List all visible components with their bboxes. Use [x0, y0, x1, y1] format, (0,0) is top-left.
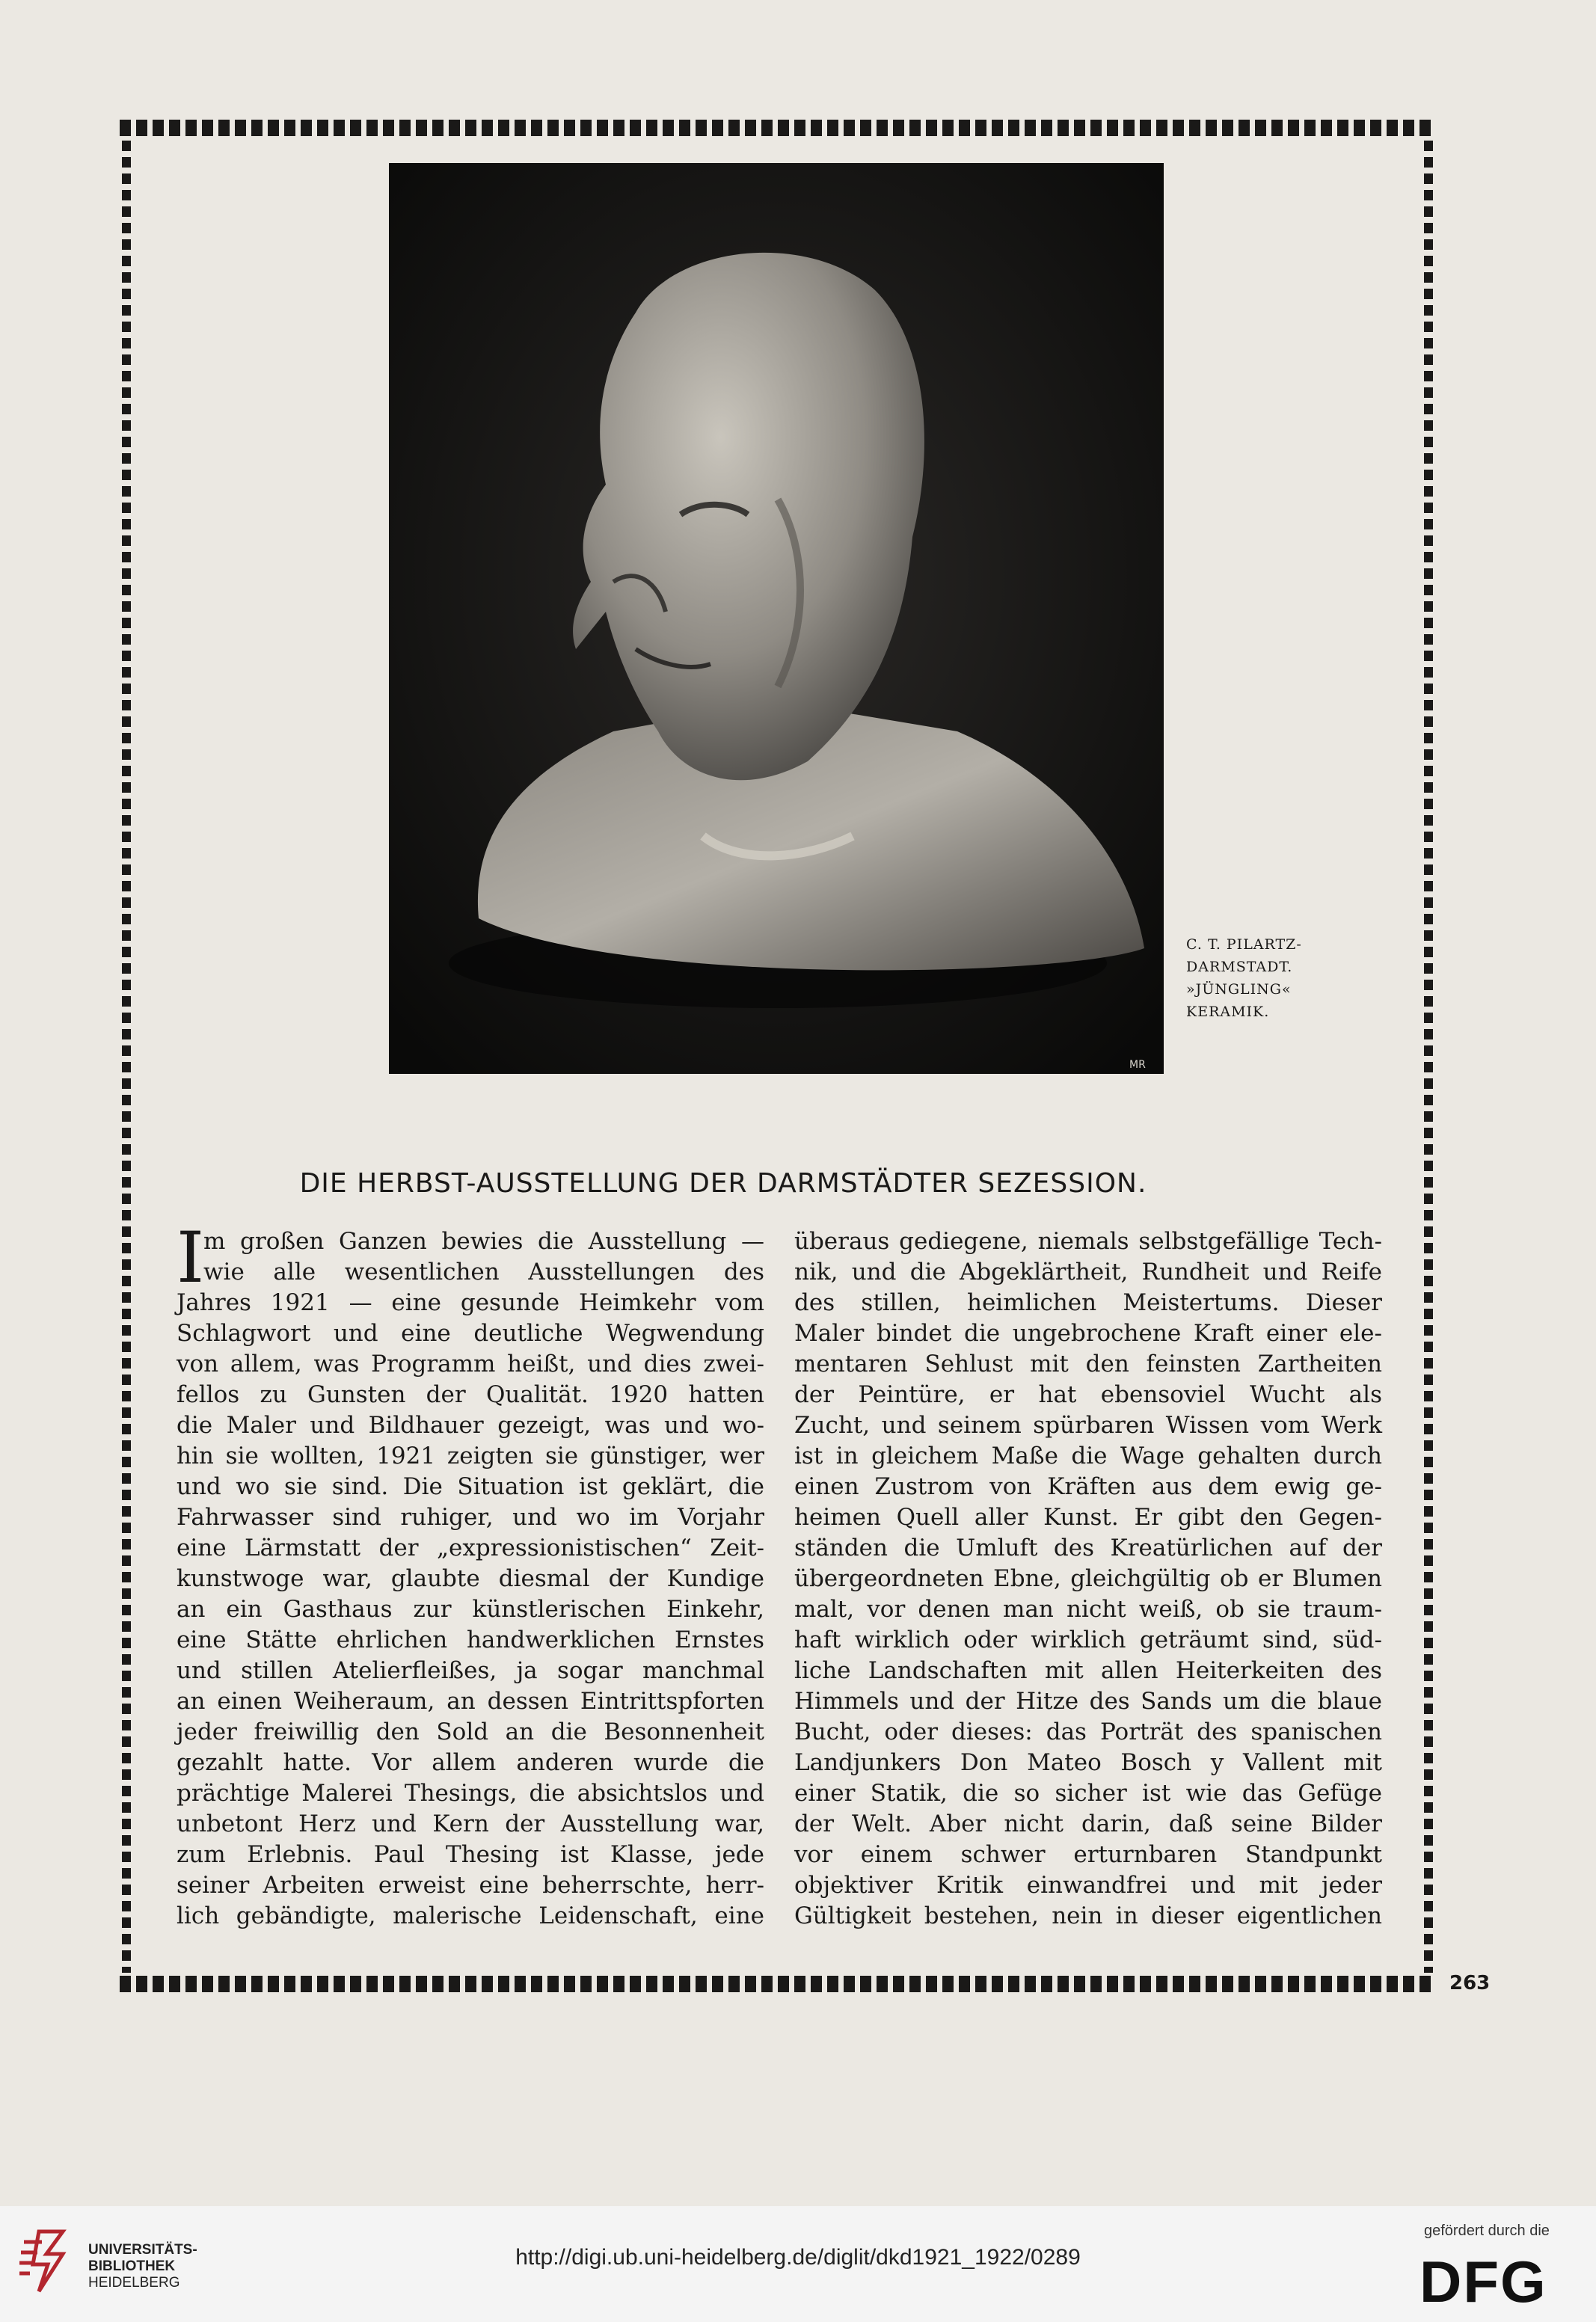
- text-line: ständen die Umluft des Kreatürlichen auf der: [794, 1535, 1382, 1561]
- caption-line: KERAMIK.: [1186, 1004, 1270, 1020]
- frame-left-border: [122, 141, 131, 1973]
- permalink-url[interactable]: http://digi.ub.uni-heidelberg.de/diglit/dkd1921_1922/0289: [515, 2245, 1081, 2270]
- text-line: mentaren Sehlust mit den feinsten Zartheiten: [794, 1351, 1382, 1377]
- text-line: Fahrwasser sind ruhiger, und wo im Vorjahr: [177, 1504, 764, 1531]
- text-line: haft wirklich oder wirklich geträumt sind, süd-: [794, 1627, 1382, 1653]
- frame-top-border: [120, 120, 1436, 136]
- funded-by-label: gefördert durch die: [1424, 2223, 1550, 2239]
- text-line: nik, und die Abgeklärtheit, Rundheit und Reife: [794, 1259, 1382, 1286]
- article-title: DIE HERBST-AUSSTELLUNG DER DARMSTÄDTER SEZESSION.: [299, 1168, 1147, 1199]
- text-line: vor einem schwer erturnbaren Standpunkt: [794, 1841, 1382, 1868]
- text-line: heimen Quell aller Kunst. Er gibt den Gegen-: [794, 1504, 1382, 1531]
- drop-cap: I: [177, 1217, 205, 1299]
- text-line: m großen Ganzen bewies die Ausstellung —: [203, 1228, 764, 1255]
- text-line: wie alle wesentlichen Ausstellungen des: [203, 1259, 764, 1286]
- text-line: Himmels und der Hitze des Sands um die blaue: [794, 1688, 1382, 1715]
- text-line: Maler bindet die ungebrochene Kraft einer ele-: [794, 1320, 1382, 1347]
- text-line: gezahlt hatte. Vor allem anderen wurde die: [177, 1749, 764, 1776]
- photo-caption: [1186, 933, 1302, 1023]
- text-line: liche Landschaften mit allen Heiterkeiten des: [794, 1657, 1382, 1684]
- text-line: die Maler und Bildhauer gezeigt, was und wo-: [177, 1412, 764, 1439]
- text-line: seiner Arbeiten erweist eine beherrschte, herr-: [177, 1872, 764, 1899]
- text-line: zum Erlebnis. Paul Thesing ist Klasse, jede: [177, 1841, 764, 1868]
- text-line: von allem, was Programm heißt, und dies zwei-: [177, 1351, 764, 1377]
- text-line: Gültigkeit bestehen, nein in dieser eigentlichen: [794, 1902, 1382, 1929]
- text-line: und wo sie sind. Die Situation ist geklärt, die: [177, 1473, 764, 1500]
- library-name-line: BIBLIOTHEK: [88, 2258, 176, 2274]
- page-number: 263: [1449, 1972, 1491, 1994]
- text-line: und stillen Atelierfleißes, ja sogar manchmal: [177, 1657, 764, 1684]
- text-line: Zucht, und seinem spürbaren Wissen vom Werk: [794, 1412, 1382, 1439]
- text-line: kunstwoge war, glaubte diesmal der Kundige: [177, 1565, 764, 1592]
- library-name-line: HEIDELBERG: [88, 2275, 180, 2291]
- text-line: malt, vor denen man nicht weiß, ob sie traum-: [794, 1596, 1382, 1623]
- text-line: Schlagwort und eine deutliche Wegwendung: [177, 1320, 764, 1347]
- text-line: einen Zustrom von Kräften aus dem ewig ge-: [794, 1473, 1382, 1500]
- text-line: eine Lärmstatt der „expressionistischen“ Zeit-: [177, 1535, 764, 1561]
- text-line: überaus gediegene, niemals selbstgefällige Tech-: [794, 1228, 1382, 1255]
- text-line: der Welt. Aber nicht darin, daß seine Bilder: [794, 1810, 1382, 1837]
- text-column-left: [177, 1217, 764, 1932]
- text-line: übergeordneten Ebne, gleichgültig ob er Blumen: [794, 1565, 1382, 1592]
- text-line: Jahres 1921 — eine gesunde Heimkehr vom: [177, 1289, 764, 1316]
- text-line: des stillen, heimlichen Meistertums. Dieser: [794, 1289, 1382, 1316]
- caption-line: DARMSTADT.: [1186, 959, 1293, 975]
- text-column-right: [794, 1226, 1382, 1932]
- text-line: prächtige Malerei Thesings, die absichtslos und: [177, 1780, 764, 1807]
- text-line: ist in gleichem Maße die Wage gehalten durch: [794, 1443, 1382, 1469]
- caption-line: C. T. PILARTZ-: [1186, 936, 1302, 953]
- text-line: an ein Gasthaus zur künstlerischen Einkehr,: [177, 1596, 764, 1623]
- text-line: einer Statik, die so sicher ist wie das Gefüge: [794, 1780, 1382, 1807]
- text-line: an einen Weiheraum, an dessen Eintrittspforten: [177, 1688, 764, 1715]
- text-line: objektiver Kritik einwandfrei und mit jeder: [794, 1872, 1382, 1899]
- text-line: jeder freiwillig den Sold an die Besonnenheit: [177, 1719, 764, 1745]
- sculpture-photograph: [389, 163, 1164, 1074]
- text-line: fellos zu Gunsten der Qualität. 1920 hatten: [177, 1381, 764, 1408]
- text-line: unbetont Herz und Kern der Ausstellung war,: [177, 1810, 764, 1837]
- caption-line: »JÜNGLING«: [1186, 981, 1292, 998]
- frame-bottom-border: [120, 1976, 1436, 1992]
- footer-bar: [0, 2206, 1596, 2322]
- text-line: hin sie wollten, 1921 zeigten sie günstiger, wer: [177, 1443, 764, 1469]
- text-line: Bucht, oder dieses: das Porträt des spanischen: [794, 1719, 1382, 1745]
- text-line: eine Stätte ehrlichen handwerklichen Ernstes: [177, 1627, 764, 1653]
- frame-right-border: [1424, 141, 1433, 1973]
- bust-illustration: [389, 163, 1164, 1074]
- text-line: Landjunkers Don Mateo Bosch y Vallent mit: [794, 1749, 1382, 1776]
- text-line: lich gebändigte, malerische Leidenschaft, eine: [177, 1902, 764, 1929]
- library-name-line: UNIVERSITÄTS-: [88, 2242, 197, 2258]
- text-line: der Peintüre, er hat ebensoviel Wucht als: [794, 1381, 1382, 1408]
- photo-monogram: MR: [1129, 1059, 1146, 1071]
- dfg-logo[interactable]: DFG: [1419, 2249, 1547, 2315]
